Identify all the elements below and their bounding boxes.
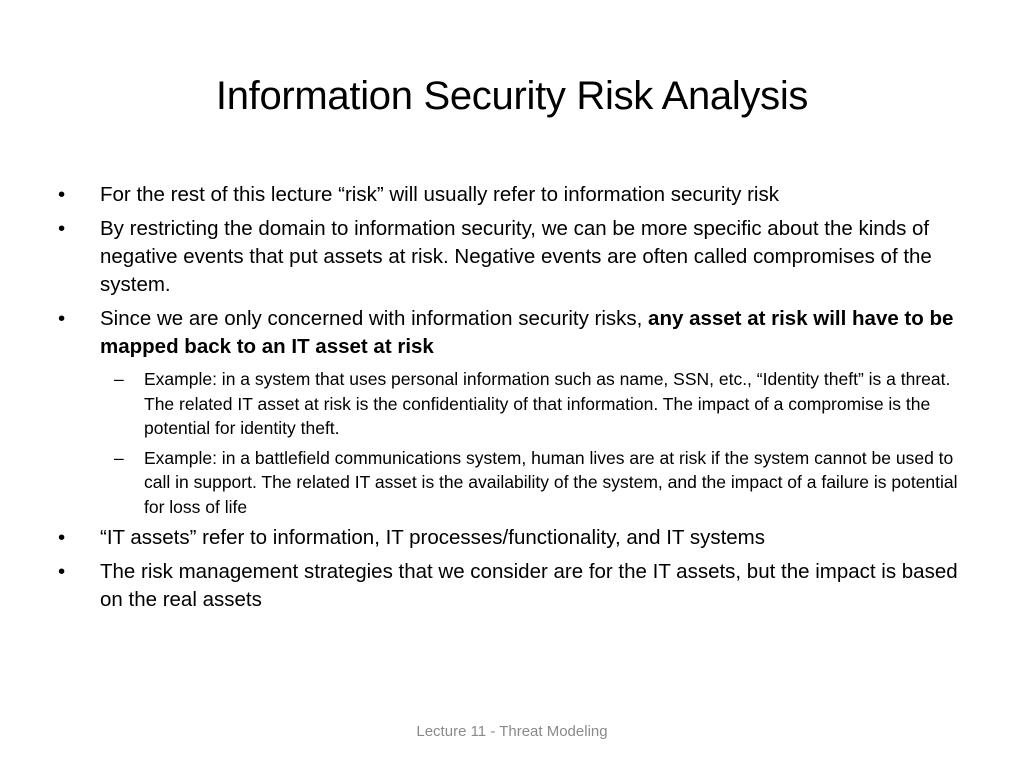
bullet-icon: •	[58, 307, 66, 330]
bullet-text: By restricting the domain to information security, we can be more specific about the kinds of negative events that put assets at risk. Negative events are often called compromises of the system.	[100, 217, 932, 296]
bullet-text: The risk management strategies that we consider are for the IT assets, but the impact is based on the real assets	[100, 560, 958, 611]
dash-icon: –	[114, 447, 124, 468]
bullet-item	[58, 524, 958, 552]
sub-bullet-item	[114, 367, 958, 441]
bullet-item	[58, 305, 958, 361]
bullet-text-bold: any asset at risk will have to be mapped back to an IT asset at risk	[100, 307, 954, 358]
bullet-icon: •	[58, 526, 66, 549]
slide-footer: Lecture 11 - Threat Modeling	[416, 723, 608, 740]
bullet-item	[58, 558, 958, 614]
sub-bullet-item	[114, 446, 958, 520]
bullet-item	[58, 181, 958, 209]
bullet-icon: •	[58, 217, 66, 240]
sub-bullet-text: Example: in a battlefield communications system, human lives are at risk if the system cannot be used to call in support. The related IT asset is the availability of the system, and the impact of a failure is potential for loss of life	[144, 447, 958, 517]
bullet-text: “IT assets” refer to information, IT processes/functionality, and IT systems	[100, 526, 765, 549]
sub-bullet-text: Example: in a system that uses personal information such as name, SSN, etc., “Identity theft” is a threat. The related IT asset at risk is the confidentiality of that information. The impact of a compromise is the potential for identity theft.	[144, 369, 951, 438]
bullet-item	[58, 215, 958, 299]
slide-title: Information Security Risk Analysis	[215, 74, 809, 118]
bullet-icon: •	[58, 560, 66, 583]
dash-icon: –	[114, 369, 124, 389]
bullet-text: For the rest of this lecture “risk” will usually refer to information security risk	[100, 183, 779, 206]
bullet-text	[100, 305, 958, 361]
slide-content	[58, 181, 958, 620]
bullet-icon: •	[58, 183, 66, 206]
bullet-text-normal: Since we are only concerned with information security risks,	[100, 307, 649, 330]
